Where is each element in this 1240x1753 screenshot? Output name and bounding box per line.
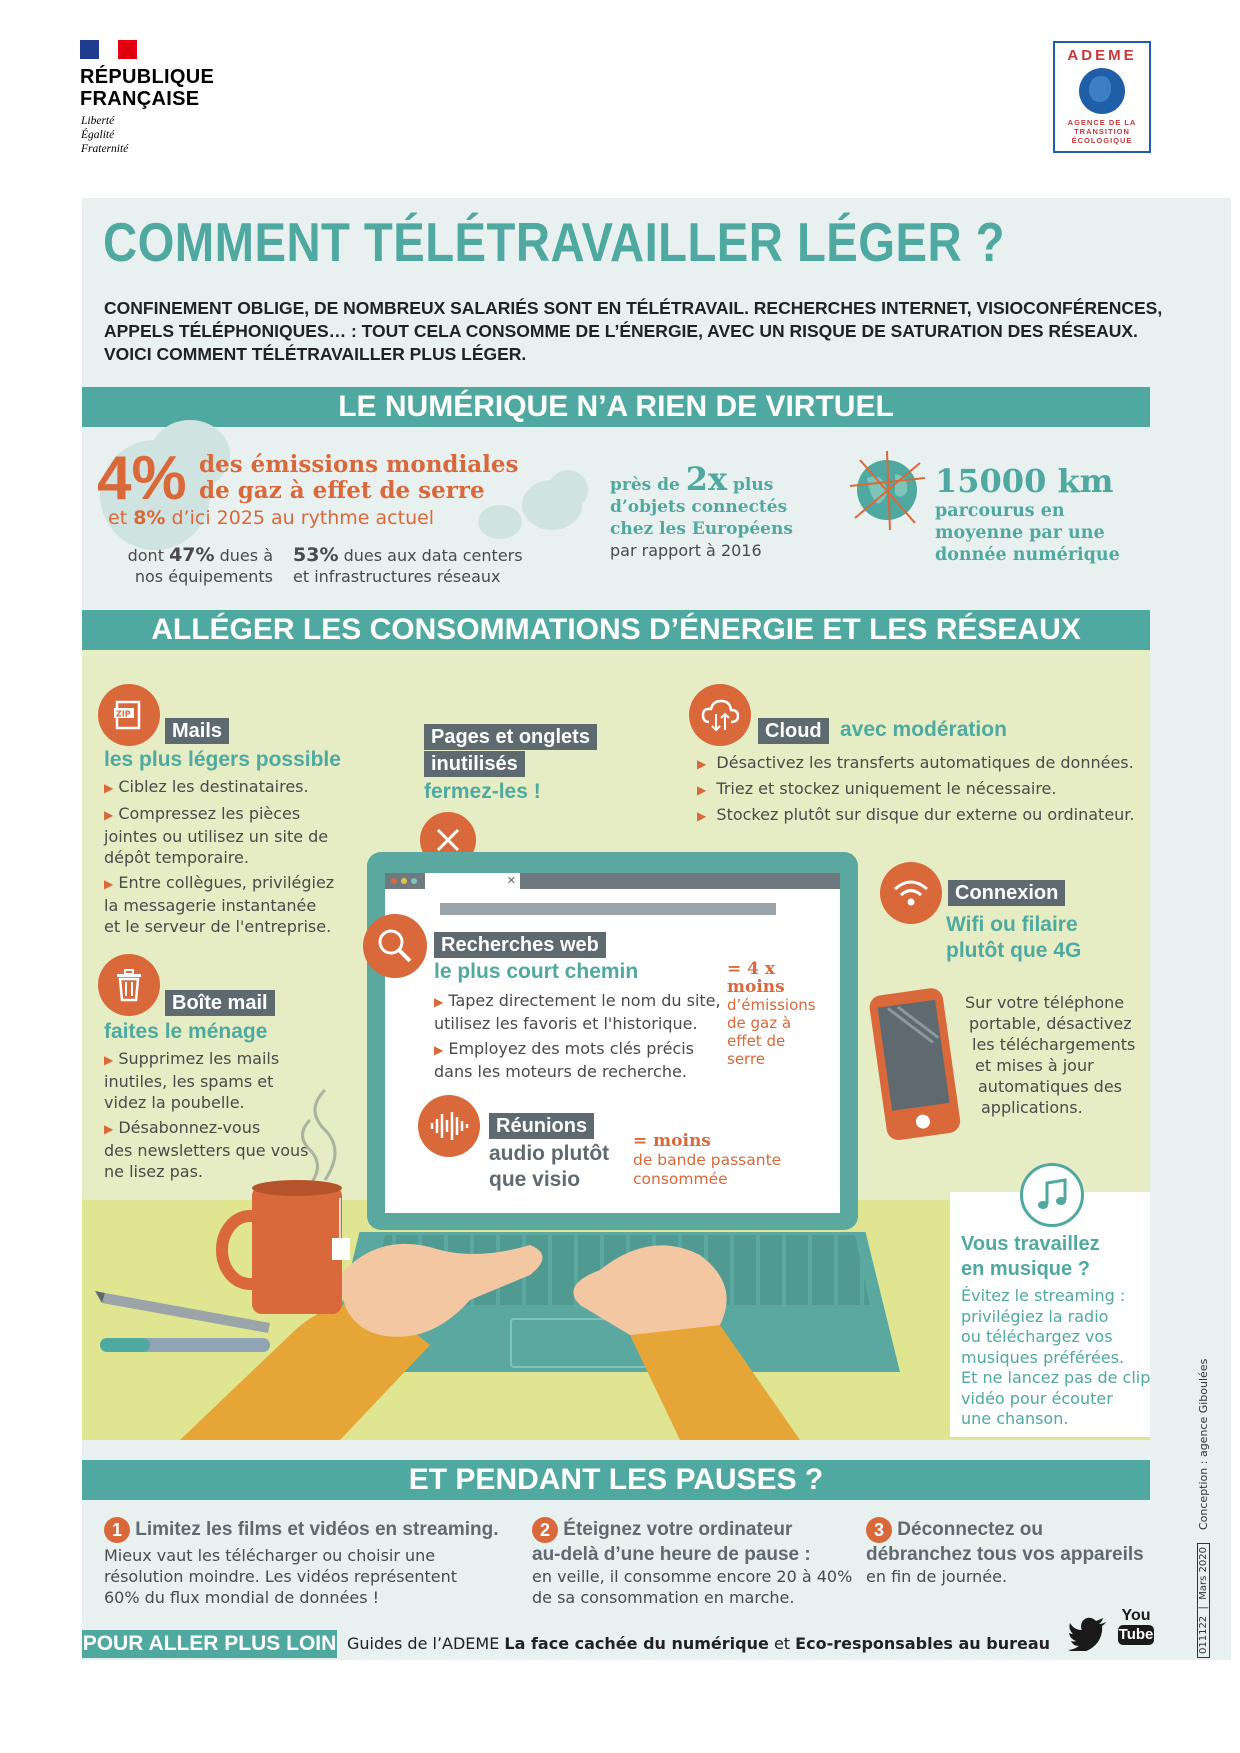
browser-bar: [385, 873, 840, 889]
republique-francaise-title: [80, 66, 214, 110]
pause-3-line-1: en fin de journée.: [866, 1567, 1008, 1586]
music-line-3: ou téléchargez vos: [961, 1327, 1113, 1346]
mailbox-badge: Boîte mail: [165, 990, 275, 1016]
search-badge-wrap: [434, 932, 606, 958]
music-title-2: en musique ?: [961, 1258, 1090, 1280]
pause-number-1: 1: [104, 1517, 130, 1543]
music-text: [961, 1286, 1150, 1430]
ref-code: 011122: [1198, 1615, 1209, 1654]
stat2-post: plus: [727, 475, 774, 495]
music-line-2: privilégiez la radio: [961, 1306, 1109, 1326]
republique-motto: [81, 114, 128, 156]
search-eq-2: moins: [727, 977, 785, 997]
more-info-label: POUR ALLER PLUS LOIN: [82, 1630, 337, 1658]
intro-text: CONFINEMENT OBLIGE, DE NOMBREUX SALARIÉS SONT EN TÉLÉTRAVAIL. RECHERCHES INTERNET, VISIOCONFÉRENCES, APPELS TÉLÉPHONIQUES… : TOUT CELA CONSOMME DE L’ÉNERGIE, AVEC UN RISQUE DE SATURATION DES RÉSEAUX. VOICI COMMENT TÉLÉTRAVAILLER PLUS LÉGER.: [104, 298, 1163, 364]
search-list: [434, 990, 721, 1082]
stat3-big: 15000 km: [935, 462, 1114, 500]
connexion-sub-2: plutôt que 4G: [946, 939, 1082, 962]
music-note-icon: [1020, 1163, 1084, 1227]
stat-8-value: 8%: [133, 507, 166, 529]
globe-network-icon: [845, 448, 930, 533]
ademe-sub-3: ÉCOLOGIQUE: [1071, 136, 1133, 145]
cloud-subtitle: avec modération: [840, 718, 1007, 741]
cloud-badge: Cloud: [758, 718, 829, 744]
music-line-4: musiques préférées.: [961, 1347, 1125, 1367]
ref-date: Mars 2020: [1198, 1547, 1209, 1600]
cloud-transfer-icon: [689, 684, 751, 746]
pause-tip-1: [104, 1517, 514, 1608]
pause-number-2: 2: [532, 1517, 558, 1543]
pause-2-title-1: Éteignez votre ordinateur: [563, 1519, 793, 1541]
youtube-icon[interactable]: [1118, 1607, 1154, 1645]
more-info-text: Guides de l’ADEME La face cachée du numérique et Eco-responsables au bureau: [347, 1634, 1051, 1653]
stat3-line3: donnée numérique: [935, 545, 1120, 565]
list-item: ▶ Entre collègues, privilégiez la messagerie instantanée et le serveur de l'entreprise.: [104, 873, 335, 936]
search-bar[interactable]: [440, 903, 776, 915]
stat-8-pre: et: [108, 507, 134, 529]
list-item: ▶ Compressez les pièces jointes ou utilisez un site de dépôt temporaire.: [104, 804, 329, 867]
cloud-list: [697, 752, 1135, 827]
pencil-pen-illustration: [90, 1283, 280, 1363]
mailbox-subtitle: faites le ménage: [104, 1020, 268, 1043]
pages-badge-1: Pages et onglets: [424, 724, 597, 750]
search-subtitle: le plus court chemin: [434, 960, 639, 983]
pause-1-line-1: Mieux vaut les télécharger ou choisir une: [104, 1546, 436, 1565]
stat-47-value: 47%: [169, 544, 215, 566]
meetings-subtitle: [489, 1141, 609, 1193]
pause-2-line-2: de sa consommation en marche.: [532, 1588, 795, 1607]
audio-wave-icon: [418, 1095, 480, 1157]
mails-list: [104, 776, 344, 937]
stat-47-line2: nos équipements: [134, 567, 273, 586]
search-benefit: [727, 960, 816, 1068]
search-eq-6: serre: [727, 1050, 766, 1068]
phone-text: [965, 992, 1135, 1118]
motto-egalite: Égalité: [81, 129, 115, 141]
stat-4-percent: 4%: [97, 444, 187, 513]
search-eq-5: effet de: [727, 1032, 786, 1050]
stat2-big: 2x: [685, 460, 728, 498]
search-eq-1: = 4 x: [727, 959, 776, 979]
search-badge: Recherches web: [434, 932, 606, 958]
phone-line-5: automatiques des: [978, 1077, 1123, 1096]
meetings-eq-1: = moins: [633, 1131, 711, 1151]
connexion-badge: Connexion: [948, 880, 1065, 906]
credit-vertical: [1197, 1360, 1217, 1530]
list-item: ▶ Désabonnez-vous des newsletters que vous ne lisez pas.: [104, 1118, 309, 1181]
stat-15000-km: [935, 462, 1120, 566]
connexion-badge-wrap: [948, 880, 1065, 906]
section-header-numerique: LE NUMÉRIQUE N’A RIEN DE VIRTUEL: [82, 387, 1150, 427]
list-item: ▶ Triez et stockez uniquement le nécessaire.: [697, 779, 1057, 798]
music-line-5: Et ne lancez pas de clip: [961, 1368, 1151, 1387]
stat-8-percent: [108, 507, 434, 529]
phone-line-2: portable, désactivez: [969, 1014, 1132, 1033]
pause-2-title-2: au-delà d’une heure de pause :: [532, 1544, 811, 1565]
pause-1-line-3: 60% du flux mondial de données !: [104, 1588, 380, 1607]
svg-text:ZIP: ZIP: [116, 709, 131, 719]
ademe-sub-1: AGENCE DE LA: [1067, 118, 1137, 127]
meetings-badge: Réunions: [489, 1113, 594, 1139]
music-line-1: Évitez le streaming :: [961, 1286, 1126, 1305]
section-header-alleger: ALLÉGER LES CONSOMMATIONS D’ÉNERGIE ET LES RÉSEAUX: [82, 610, 1150, 650]
stat-emissions-label: [199, 452, 518, 504]
meetings-badge-wrap: [489, 1113, 594, 1139]
list-item: ▶ Stockez plutôt sur disque dur externe ou ordinateur.: [697, 805, 1135, 824]
pause-3-title-1: Déconnectez ou: [897, 1519, 1043, 1541]
magnifier-icon: [363, 914, 427, 978]
music-title-1: Vous travaillez: [961, 1233, 1100, 1255]
mails-badge: Mails: [165, 718, 229, 744]
list-item: ▶ Ciblez les destinataires.: [104, 777, 309, 796]
ademe-logo: [1053, 41, 1151, 153]
stat3-line1: parcourus en: [935, 501, 1065, 521]
search-eq-3: d’émissions: [727, 996, 816, 1014]
meetings-benefit: [633, 1132, 781, 1189]
youtube-tube: Tube: [1118, 1626, 1154, 1643]
globe-icon: [1079, 68, 1125, 114]
music-line-6: vidéo pour écouter: [961, 1388, 1113, 1408]
list-item: ▶ Tapez directement le nom du site, utilisez les favoris et l'historique.: [434, 991, 721, 1033]
list-item: ▶ Employez des mots clés précis dans les moteurs de recherche.: [434, 1039, 695, 1081]
meetings-sub-2: que visio: [489, 1168, 581, 1191]
motto-fraternite: Fraternité: [81, 143, 129, 155]
design-credit: Conception : agence Giboulées: [1197, 1358, 1210, 1530]
motto-liberte: Liberté: [81, 115, 115, 127]
music-line-7: une chanson.: [961, 1409, 1069, 1428]
mailbox-badge-wrap: [165, 990, 275, 1016]
music-title: [961, 1232, 1100, 1282]
mails-badge-wrap: [165, 718, 229, 744]
stat2-line4: par rapport à 2016: [610, 541, 762, 560]
stat-53-percent: [293, 545, 523, 587]
stat-emissions-line2: de gaz à effet de serre: [199, 477, 485, 504]
pause-number-3: 3: [866, 1517, 892, 1543]
stat-connected-objects: [610, 460, 793, 562]
stat-47-percent: [108, 545, 273, 587]
stat-47-post: dues à: [214, 546, 273, 565]
twitter-bird-icon[interactable]: [1068, 1617, 1108, 1651]
trash-icon: [98, 954, 160, 1016]
pause-3-title-2: débranchez tous vos appareils: [866, 1544, 1144, 1565]
pause-1-line-2: résolution moindre. Les vidéos représentent: [104, 1567, 458, 1586]
list-item: ▶ Supprimez les mails inutiles, les spams et videz la poubelle.: [104, 1049, 280, 1112]
pause-1-title: Limitez les films et vidéos en streaming.: [135, 1519, 499, 1541]
guide-link-2[interactable]: Eco-responsables au bureau: [795, 1634, 1051, 1653]
stat-47-pre: dont: [127, 546, 170, 565]
cloud-shape: [548, 470, 588, 510]
stat-emissions-line1: des émissions mondiales: [199, 451, 519, 478]
phone-line-1: Sur votre téléphone: [965, 993, 1125, 1012]
stat-8-post: d’ici 2025 au rythme actuel: [165, 507, 435, 529]
meetings-eq-3: consommée: [633, 1170, 728, 1188]
pause-2-line-1: en veille, il consomme encore 20 à 40%: [532, 1567, 853, 1586]
stat2-line3: chez les Européens: [610, 519, 793, 539]
meetings-eq-2: de bande passante: [633, 1151, 782, 1169]
meetings-sub-1: audio plutôt: [489, 1142, 610, 1165]
stat3-line2: moyenne par une: [935, 523, 1105, 543]
phone-line-4: et mises à jour: [975, 1056, 1094, 1075]
stat-53-post: dues aux data centers: [338, 546, 523, 565]
smartphone-icon: [866, 985, 966, 1145]
search-eq-4: de gaz à: [727, 1014, 792, 1032]
pause-tip-3: [866, 1517, 1156, 1587]
youtube-you: You: [1121, 1607, 1151, 1624]
stat2-line2: d’objets connectés: [610, 497, 788, 517]
phone-line-6: applications.: [981, 1098, 1083, 1117]
cloud-badge-wrap: [758, 718, 829, 744]
phone-line-3: les téléchargements: [972, 1035, 1136, 1054]
guide-link-1[interactable]: La face cachée du numérique: [504, 1634, 769, 1653]
section-header-pauses: ET PENDANT LES PAUSES ?: [82, 1460, 1150, 1500]
stat-53-value: 53%: [293, 544, 339, 566]
republique-flag-logo: [80, 40, 137, 59]
rf-title-line2: FRANÇAISE: [80, 88, 200, 110]
ademe-sub-2: TRANSITION: [1074, 127, 1130, 136]
rf-title-line1: RÉPUBLIQUE: [80, 66, 215, 88]
connexion-subtitle: [946, 912, 1081, 964]
mails-subtitle: les plus légers possible: [104, 748, 341, 771]
reference-vertical: 011122 | Mars 2020: [1197, 1538, 1217, 1658]
pages-badge-2: inutilisés: [424, 751, 525, 777]
stat-53-line2: et infrastructures réseaux: [293, 567, 501, 586]
ademe-name: ADEME: [1067, 47, 1137, 64]
stat2-pre: près de: [610, 475, 686, 495]
cloud-shape: [478, 505, 522, 539]
browser-tab-close-icon[interactable]: ✕: [425, 873, 520, 889]
page-title: COMMENT TÉLÉTRAVAILLER LÉGER ?: [103, 211, 1005, 273]
pages-subtitle: fermez-les !: [424, 780, 541, 803]
connexion-sub-1: Wifi ou filaire: [946, 913, 1078, 936]
zip-file-icon: [98, 684, 160, 746]
pause-tip-2: [532, 1517, 862, 1608]
pages-badge-wrap: [424, 724, 597, 778]
list-item: ▶ Désactivez les transferts automatiques de données.: [697, 753, 1134, 772]
wifi-icon: [880, 862, 942, 924]
